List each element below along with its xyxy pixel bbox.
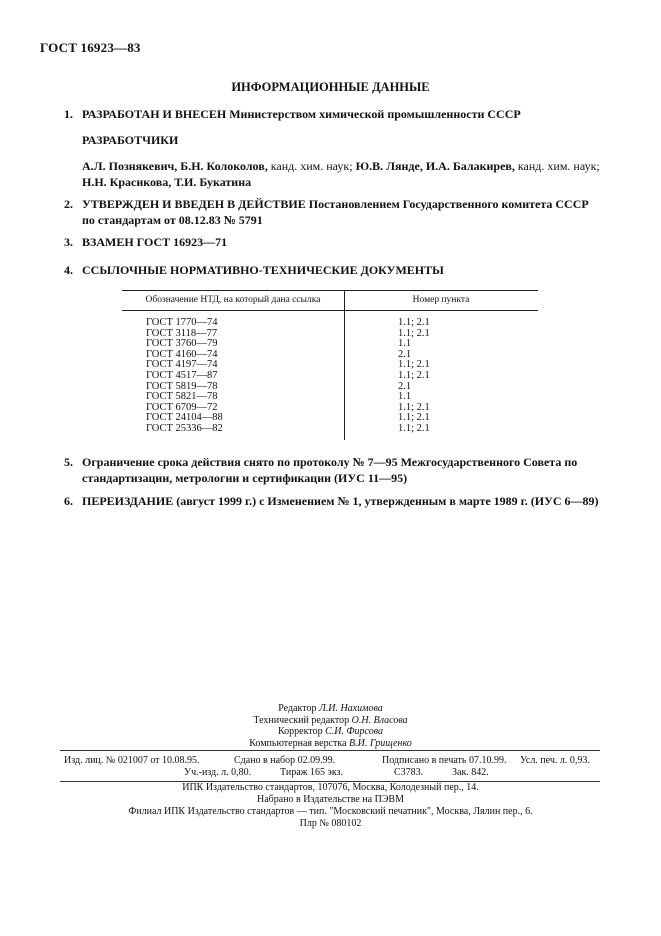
developers-names-3: Н.Н. Красикова, Т.И. Букатина <box>82 175 252 189</box>
section-1 <box>64 106 604 122</box>
table-cell-item: 1.1; 2.1 <box>398 317 430 328</box>
table-cell-item: 1.1; 2.1 <box>398 359 430 371</box>
section-6-number: 6. <box>64 494 73 508</box>
imprint-signed: Подписано в печать 07.10.99. <box>382 755 507 766</box>
credit-editor <box>0 703 661 715</box>
credit-editor-label: Редактор <box>278 703 319 714</box>
developers-list <box>82 158 604 190</box>
column-header-item: Номер пункта <box>412 295 470 305</box>
credits-block <box>0 703 661 749</box>
imprint-pub-sheets: Уч.-изд. л. 0,80. <box>184 767 252 778</box>
table-cell-item: 1.1; 2.1 <box>398 369 430 381</box>
table-cell-document: ГОСТ 4517—87 <box>146 369 218 381</box>
section-1-text: РАЗРАБОТАН И ВНЕСЕН Министерством химической промышленности СССР <box>82 107 521 121</box>
section-4-text: ССЫЛОЧНЫЕ НОРМАТИВНО-ТЕХНИЧЕСКИЕ ДОКУМЕНТЫ <box>82 263 444 277</box>
credit-tech-label: Технический редактор <box>253 714 352 726</box>
table-cell-document: ГОСТ 3760—79 <box>146 338 218 350</box>
section-6 <box>64 493 604 509</box>
credit-layout-label: Компьютерная верстка <box>249 737 350 749</box>
imprint-circulation: Тираж 165 экз. <box>280 767 344 778</box>
publisher-line-3: Филиал ИПК Издательство стандартов — тип. "Московский печатник", Москва, Лялин пер., 6. <box>128 806 533 817</box>
imprint-code: С3783. <box>394 767 424 778</box>
table-cell-item: 1.1; 2.1 <box>398 401 430 413</box>
section-2-number: 2. <box>64 197 73 211</box>
table-cell-item: 2.1 <box>398 380 412 392</box>
table-cell-document: ГОСТ 4197—74 <box>146 359 218 371</box>
table-cell-document: ГОСТ 3118—77 <box>146 327 218 339</box>
table-cell-document: ГОСТ 4160—74 <box>146 348 218 360</box>
table-top-rule <box>122 290 538 291</box>
credit-layout-name: В.И. Грищенко <box>349 737 412 749</box>
credit-tech-editor <box>0 715 661 727</box>
credit-corrector-name: С.И. Фирсова <box>325 726 383 737</box>
imprint-license: Изд. лиц. № 021007 от 10.08.95. <box>64 755 200 766</box>
credit-corrector-label: Корректор <box>278 726 326 737</box>
table-cell-item: 1.1 <box>398 338 412 350</box>
developers-names-1: А.Л. Познякевич, Б.Н. Колоколов, <box>82 159 268 173</box>
imprint-to-set: Сдано в набор 02.09.99. <box>234 755 336 766</box>
table-cell-item: 2.1 <box>398 348 412 360</box>
publisher-line-4: Плр № 080102 <box>299 818 362 829</box>
section-3-number: 3. <box>64 235 73 249</box>
section-6-text: ПЕРЕИЗДАНИЕ (август 1999 г.) с Изменением № 1, утвержденным в марте 1989 г. (ИУС 6—89) <box>82 494 599 508</box>
developers-heading: РАЗРАБОТЧИКИ <box>82 133 179 147</box>
table-row <box>122 424 538 435</box>
section-2-text: УТВЕРЖДЕН И ВВЕДЕН В ДЕЙСТВИЕ Постановлением Государственного комитета СССР по стандартам от 08.12.83 № 5791 <box>82 197 589 227</box>
table-row <box>122 371 538 382</box>
imprint-top-rule <box>60 750 600 751</box>
table-cell-document: ГОСТ 5821—78 <box>146 391 218 403</box>
credit-editor-name: Л.И. Нахимова <box>318 703 383 714</box>
imprint-order: Зак. 842. <box>452 767 489 778</box>
table-cell-item: 1.1; 2.1 <box>398 422 430 434</box>
page-title: ИНФОРМАЦИОННЫЕ ДАННЫЕ <box>231 80 430 94</box>
table-cell-document: ГОСТ 25336—82 <box>146 422 223 434</box>
column-header-document: Обозначение НТД, на который дана ссылка <box>145 295 321 305</box>
section-4-number: 4. <box>64 263 73 277</box>
table-cell-document: ГОСТ 6709—72 <box>146 401 218 413</box>
section-3 <box>64 234 604 250</box>
developers-degree-1: канд. хим. наук; <box>267 159 356 173</box>
credit-layout <box>0 738 661 750</box>
section-1-number: 1. <box>64 107 73 121</box>
table-cell-document: ГОСТ 24104—88 <box>146 412 223 424</box>
table-cell-item: 1.1 <box>398 391 412 403</box>
section-2 <box>64 196 604 228</box>
table-cell-item: 1.1; 2.1 <box>398 412 430 424</box>
table-row <box>122 318 538 329</box>
publisher-block <box>0 782 661 830</box>
credit-tech-name: О.Н. Власова <box>351 714 408 726</box>
table-cell-document: ГОСТ 1770—74 <box>146 317 218 328</box>
developers-degree-2: канд. хим. наук; <box>514 159 600 173</box>
credit-corrector <box>0 726 661 738</box>
table-cell-document: ГОСТ 5819—78 <box>146 380 218 392</box>
section-5-number: 5. <box>64 455 73 469</box>
table-cell-item: 1.1; 2.1 <box>398 327 430 339</box>
section-4 <box>64 262 604 278</box>
developers-names-2: Ю.В. Лянде, И.А. Балакирев, <box>355 159 515 173</box>
imprint-print-sheets: Усл. печ. л. 0,93. <box>520 755 590 766</box>
table-body <box>122 318 538 435</box>
table-header-rule <box>122 310 538 311</box>
publisher-line-1: ИПК Издательство стандартов, 107076, Москва, Колодезный пер., 14. <box>182 782 479 793</box>
document-code: ГОСТ 16923—83 <box>40 40 141 55</box>
section-5-text: Ограничение срока действия снято по протоколу № 7—95 Межгосударственного Совета по стандартизации, метрологии и сертификации (ИУС 11—95) <box>82 455 578 485</box>
publisher-line-2: Набрано в Издательстве на ПЭВМ <box>257 794 404 805</box>
section-5 <box>64 454 604 486</box>
section-3-text: ВЗАМЕН ГОСТ 16923—71 <box>82 235 228 249</box>
